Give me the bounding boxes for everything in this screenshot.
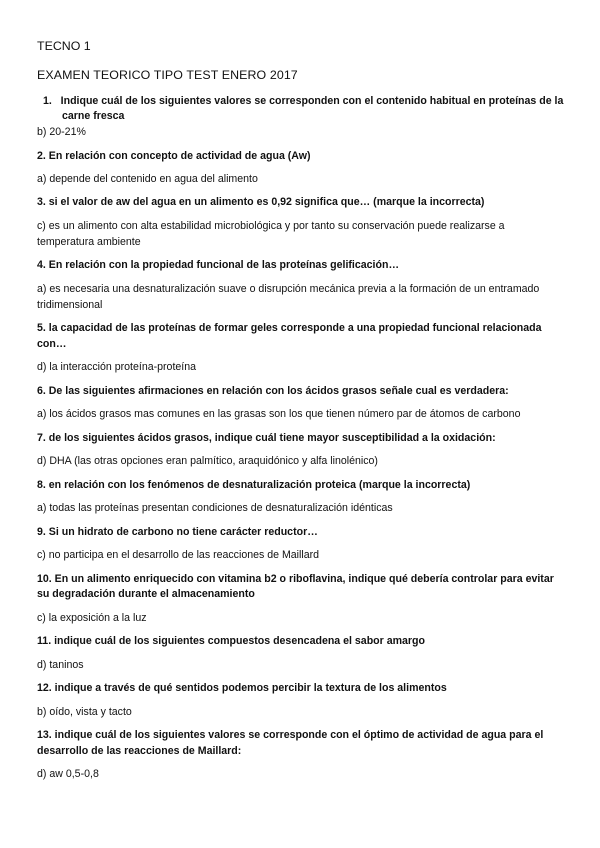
question-13-line-1: 13. indique cuál de los siguientes valores se corresponde con el óptimo de actividad de agua para el bbox=[37, 729, 544, 741]
exam-subtitle: EXAMEN TEORICO TIPO TEST ENERO 2017 bbox=[37, 68, 298, 82]
answer-4-line-2: tridimensional bbox=[37, 299, 103, 311]
answer-6: a) los ácidos grasos mas comunes en las grasas son los que tienen número par de átomos de carbono bbox=[37, 408, 521, 420]
answer-12: b) oído, vista y tacto bbox=[37, 706, 132, 718]
question-5-line-1: 5. la capacidad de las proteínas de formar geles corresponde a una propiedad funcional relacionada bbox=[37, 322, 542, 334]
answer-3-line-2: temperatura ambiente bbox=[37, 236, 141, 248]
answer-5: d) la interacción proteína-proteína bbox=[37, 361, 196, 373]
answer-13: d) aw 0,5-0,8 bbox=[37, 768, 99, 780]
question-11: 11. indique cuál de los siguientes compuestos desencadena el sabor amargo bbox=[37, 635, 425, 647]
question-4: 4. En relación con la propiedad funcional de las proteínas gelificación… bbox=[37, 259, 400, 271]
question-5-line-2: con… bbox=[37, 338, 67, 350]
answer-4-line-1: a) es necesaria una desnaturalización suave o disrupción mecánica previa a la formación de un entramado bbox=[37, 283, 540, 295]
answer-7: d) DHA (las otras opciones eran palmítico, araquidónico y alfa linolénico) bbox=[37, 455, 378, 467]
question-10-line-2: su degradación durante el almacenamiento bbox=[37, 588, 255, 600]
answer-3-line-1: c) es un alimento con alta estabilidad microbiológica y por tanto su conservación puede realizarse a bbox=[37, 220, 505, 232]
question-6: 6. De las siguientes afirmaciones en relación con los ácidos grasos señale cual es verdadera: bbox=[37, 385, 509, 397]
answer-11: d) taninos bbox=[37, 659, 84, 671]
answer-9: c) no participa en el desarrollo de las reacciones de Maillard bbox=[37, 549, 320, 561]
answer-8: a) todas las proteínas presentan condiciones de desnaturalización idénticas bbox=[37, 502, 393, 514]
document-title: TECNO 1 bbox=[37, 39, 91, 53]
question-10-line-1: 10. En un alimento enriquecido con vitamina b2 o riboflavina, indique qué debería controlar para evitar bbox=[37, 573, 554, 585]
answer-1: b) 20-21% bbox=[37, 126, 86, 138]
question-12: 12. indique a través de qué sentidos podemos percibir la textura de los alimentos bbox=[37, 682, 447, 694]
question-7: 7. de los siguientes ácidos grasos, indique cuál tiene mayor susceptibilidad a la oxidación: bbox=[37, 432, 496, 444]
question-1-line-2: carne fresca bbox=[62, 110, 125, 122]
question-3: 3. si el valor de aw del agua en un alimento es 0,92 significa que… (marque la incorrecta) bbox=[37, 196, 485, 208]
question-8: 8. en relación con los fenómenos de desnaturalización proteica (marque la incorrecta) bbox=[37, 479, 471, 491]
question-13-line-2: desarrollo de las reacciones de Maillard: bbox=[37, 745, 242, 757]
question-2: 2. En relación con concepto de actividad de agua (Aw) bbox=[37, 150, 311, 162]
question-1-line-1: 1. Indique cuál de los siguientes valores se corresponden con el contenido habitual en proteínas de la bbox=[43, 95, 564, 107]
question-9: 9. Si un hidrato de carbono no tiene carácter reductor… bbox=[37, 526, 318, 538]
answer-2: a) depende del contenido en agua del alimento bbox=[37, 173, 258, 185]
answer-10: c) la exposición a la luz bbox=[37, 612, 147, 624]
